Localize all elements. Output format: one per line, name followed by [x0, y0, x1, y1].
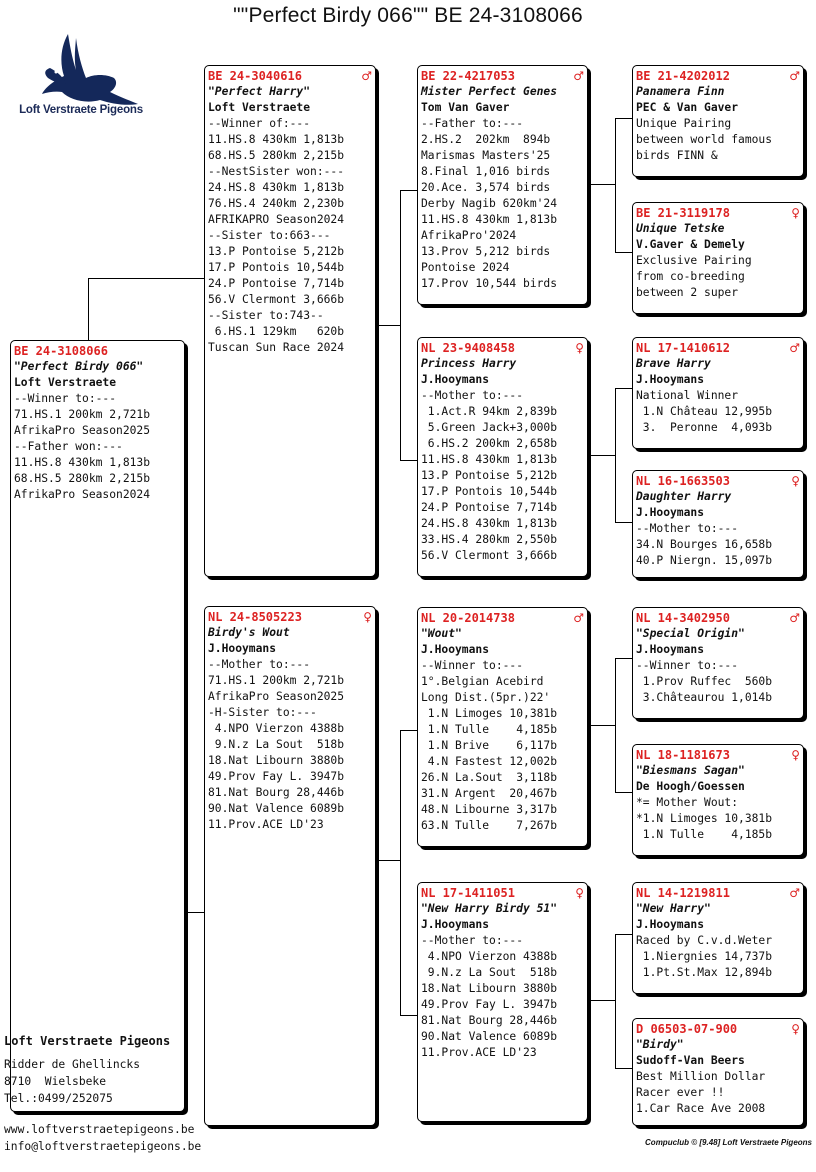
bird-name: Daughter Harry: [636, 490, 732, 503]
result-line: 49.Prov Fay L. 3947b: [208, 770, 345, 783]
result-line: 24.HS.8 430km 1,813b: [208, 181, 345, 194]
bird-header: [636, 205, 800, 221]
result-line: AfrikaPro Season2025: [14, 424, 151, 437]
bird-owner: J.Hooymans: [421, 373, 490, 386]
connector: [615, 658, 632, 659]
result-line: AFRIKAPRO Season2024: [208, 213, 345, 226]
result-line: *= Mother Wout:: [636, 796, 739, 809]
bird-card-fmf[interactable]: [632, 337, 804, 449]
bird-owner: J.Hooymans: [636, 643, 705, 656]
sex-icon: ♀: [575, 886, 584, 900]
result-line: --Father to:---: [421, 117, 524, 130]
result-line: 11.Prov.ACE LD'23: [421, 1046, 537, 1059]
result-line: between world famous: [636, 133, 773, 146]
ring-number: NL 14-1219811: [636, 886, 730, 900]
result-line: 90.Nat Valence 6089b: [421, 1030, 558, 1043]
result-line: 76.HS.4 240km 2,230b: [208, 197, 345, 210]
result-line: 31.N Argent 20,467b: [421, 787, 558, 800]
result-line: 3.Châteaurou 1,014b: [636, 691, 773, 704]
result-line: 49.Prov Fay L. 3947b: [421, 998, 558, 1011]
loft-street: Ridder de Ghellincks: [4, 1058, 141, 1071]
connector: [615, 388, 632, 389]
bird-owner: PEC & Van Gaver: [636, 101, 739, 114]
bird-header: [421, 340, 584, 356]
connector: [588, 725, 616, 726]
bird-card-mfm[interactable]: [632, 744, 804, 856]
bird-owner: Loft Verstraete: [14, 376, 117, 389]
sex-icon: ♂: [573, 611, 584, 625]
result-line: 71.HS.1 200km 2,721b: [14, 408, 151, 421]
result-line: AfrikaPro Season2024: [14, 488, 151, 501]
result-line: 56.V Clermont 3,666b: [421, 549, 558, 562]
result-line: --Winner to:---: [636, 659, 739, 672]
ring-number: NL 24-8505223: [208, 610, 302, 624]
connector: [615, 934, 616, 1068]
result-line: --Sister to:743--: [208, 309, 324, 322]
connector: [588, 184, 616, 185]
bird-name: "Biesmans Sagan": [636, 764, 745, 777]
bird-name: "Perfect Harry": [208, 85, 311, 98]
bird-name: Brave Harry: [636, 357, 711, 370]
loft-name: Loft Verstraete Pigeons: [4, 1034, 171, 1048]
result-line: AfrikaPro Season2025: [208, 690, 345, 703]
connector: [615, 934, 632, 935]
result-line: 6.HS.2 200km 2,658b: [421, 437, 558, 450]
result-line: AfrikaPro'2024: [421, 229, 517, 242]
ring-number: NL 16-1663503: [636, 474, 730, 488]
ring-number: NL 17-1410612: [636, 341, 730, 355]
connector: [615, 118, 616, 252]
result-line: 17.P Pontois 10,544b: [421, 485, 558, 498]
connector: [400, 190, 401, 460]
result-line: 56.V Clermont 3,666b: [208, 293, 345, 306]
result-line: Tuscan Sun Race 2024: [208, 341, 345, 354]
result-line: 1.Niergnies 14,737b: [636, 950, 773, 963]
result-line: 6.HS.1 129km 620b: [208, 325, 345, 338]
bird-name: Princess Harry: [421, 357, 517, 370]
bird-card-fm[interactable]: [417, 337, 588, 577]
connector: [615, 388, 616, 522]
result-line: 1.Pt.St.Max 12,894b: [636, 966, 773, 979]
result-line: Pontoise 2024: [421, 261, 510, 274]
result-line: 2.HS.2 202km 894b: [421, 133, 551, 146]
footer-credit: Compuclub © [9.48] Loft Verstraete Pigeons: [645, 1138, 812, 1147]
bird-header: [636, 68, 800, 84]
logo-text: Loft Verstraete Pigeons: [19, 104, 143, 116]
result-line: 40.P Niergn. 15,097b: [636, 554, 773, 567]
result-line: 48.N Libourne 3,317b: [421, 803, 558, 816]
bird-header: [636, 1021, 800, 1037]
result-line: 63.N Tulle 7,267b: [421, 819, 558, 832]
result-line: --Winner to:---: [421, 659, 524, 672]
connector: [615, 1068, 632, 1069]
bird-header: [421, 885, 584, 901]
result-line: 1.N Limoges 10,381b: [421, 707, 558, 720]
connector: [615, 252, 632, 253]
sex-icon: ♂: [789, 886, 800, 900]
sex-icon: ♀: [575, 341, 584, 355]
bird-card-mf[interactable]: [417, 607, 588, 847]
bird-name: Birdy's Wout: [208, 626, 290, 639]
bird-name: "New Harry Birdy 51": [421, 902, 558, 915]
bird-name: "Birdy": [636, 1038, 684, 1051]
sex-icon: ♀: [791, 1022, 800, 1036]
bird-card-ff[interactable]: [417, 65, 588, 305]
bird-owner: J.Hooymans: [208, 642, 277, 655]
result-line: 9.N.z La Sout 518b: [208, 738, 345, 751]
result-line: 13.P Pontoise 5,212b: [208, 245, 345, 258]
bird-owner: J.Hooymans: [421, 918, 490, 931]
result-line: 11.HS.8 430km 1,813b: [208, 133, 345, 146]
bird-name: Mister Perfect Genes: [421, 85, 558, 98]
bird-header: [636, 473, 800, 489]
bird-card-mm[interactable]: [417, 882, 588, 1122]
bird-owner: De Hoogh/Goessen: [636, 780, 745, 793]
bird-header: [636, 885, 800, 901]
result-line: Best Million Dollar: [636, 1070, 766, 1083]
bird-header: [636, 610, 800, 626]
connector: [615, 118, 632, 119]
result-line: Marismas Masters'25: [421, 149, 551, 162]
result-line: -H-Sister to:---: [208, 706, 317, 719]
result-line: 11.HS.8 430km 1,813b: [421, 213, 558, 226]
bird-owner: J.Hooymans: [421, 643, 490, 656]
result-line: 5.Green Jack+3,000b: [421, 421, 558, 434]
result-line: 4.NPO Vierzon 4388b: [421, 950, 558, 963]
pigeon-logo-icon: [30, 28, 180, 153]
bird-header: [14, 343, 181, 359]
connector: [88, 278, 89, 340]
result-line: 8.Final 1,016 birds: [421, 165, 551, 178]
sex-icon: ♀: [791, 748, 800, 762]
result-line: 81.Nat Bourg 28,446b: [208, 786, 345, 799]
result-line: 1.N Tulle 4,185b: [421, 723, 558, 736]
result-line: 24.HS.8 430km 1,813b: [421, 517, 558, 530]
result-line: 4.N Fastest 12,002b: [421, 755, 558, 768]
ring-number: BE 24-3108066: [14, 344, 108, 358]
result-line: 24.P Pontoise 7,714b: [208, 277, 345, 290]
loft-website-link[interactable]: www.loftverstraetepigeons.be: [4, 1123, 195, 1136]
result-line: 9.N.z La Sout 518b: [421, 966, 558, 979]
result-line: 1.N Brive 6,117b: [421, 739, 558, 752]
result-line: 11.Prov.ACE LD'23: [208, 818, 324, 831]
bird-header: [636, 747, 800, 763]
ring-number: NL 18-1181673: [636, 748, 730, 762]
result-line: *1.N Limoges 10,381b: [636, 812, 773, 825]
result-line: 11.HS.8 430km 1,813b: [421, 453, 558, 466]
bird-header: [636, 340, 800, 356]
bird-card-mff[interactable]: [632, 607, 804, 719]
sex-icon: ♂: [789, 341, 800, 355]
result-line: 81.Nat Bourg 28,446b: [421, 1014, 558, 1027]
connector: [615, 658, 616, 792]
bird-card-subject[interactable]: [10, 340, 185, 1112]
connector: [615, 522, 632, 523]
result-line: --Father won:---: [14, 440, 123, 453]
result-line: Derby Nagib 620km'24: [421, 197, 558, 210]
result-line: birds FINN &: [636, 149, 718, 162]
sex-icon: ♂: [361, 69, 372, 83]
result-line: --Mother to:---: [421, 389, 524, 402]
bird-name: Panamera Finn: [636, 85, 725, 98]
bird-owner: Loft Verstraete: [208, 101, 311, 114]
ring-number: NL 23-9408458: [421, 341, 515, 355]
result-line: 1°.Belgian Acebird: [421, 675, 544, 688]
result-line: Exclusive Pairing: [636, 254, 752, 267]
loft-phone: Tel.:0499/252075: [4, 1092, 113, 1105]
bird-name: "Special Origin": [636, 627, 745, 640]
bird-card-mmf[interactable]: [632, 882, 804, 994]
result-line: 33.HS.4 280km 2,550b: [421, 533, 558, 546]
connector: [588, 1000, 616, 1001]
result-line: 18.Nat Libourn 3880b: [421, 982, 558, 995]
result-line: 24.P Pontoise 7,714b: [421, 501, 558, 514]
connector: [615, 792, 632, 793]
sex-icon: ♀: [363, 610, 372, 624]
bird-card-fmm[interactable]: [632, 470, 804, 578]
result-line: 68.HS.5 280km 2,215b: [208, 149, 345, 162]
ring-number: BE 21-4202012: [636, 69, 730, 83]
connector: [588, 455, 616, 456]
result-line: 20.Ace. 3,574 birds: [421, 181, 551, 194]
connector: [376, 860, 401, 861]
bird-owner: V.Gaver & Demely: [636, 238, 745, 251]
result-line: Racer ever !!: [636, 1086, 725, 1099]
result-line: 1.N Château 12,995b: [636, 405, 773, 418]
sex-icon: ♂: [789, 69, 800, 83]
result-line: 90.Nat Valence 6089b: [208, 802, 345, 815]
bird-owner: Tom Van Gaver: [421, 101, 510, 114]
result-line: --Winner of:---: [208, 117, 311, 130]
result-line: 1.Act.R 94km 2,839b: [421, 405, 558, 418]
bird-header: [208, 609, 372, 625]
ring-number: D 06503-07-900: [636, 1022, 738, 1036]
result-line: 4.NPO Vierzon 4388b: [208, 722, 345, 735]
result-line: 13.P Pontoise 5,212b: [421, 469, 558, 482]
result-line: 18.Nat Libourn 3880b: [208, 754, 345, 767]
result-line: from co-breeding: [636, 270, 745, 283]
bird-owner: J.Hooymans: [636, 918, 705, 931]
result-line: 1.N Tulle 4,185b: [636, 828, 773, 841]
page-title: ""Perfect Birdy 066"" BE 24-3108066: [233, 4, 583, 27]
bird-card-ffm[interactable]: [632, 202, 804, 314]
connector: [88, 278, 204, 279]
connector: [400, 730, 401, 1015]
sex-icon: ♀: [791, 206, 800, 220]
result-line: --Winner to:---: [14, 392, 117, 405]
result-line: 71.HS.1 200km 2,721b: [208, 674, 345, 687]
sex-icon: ♂: [789, 611, 800, 625]
connector: [400, 1015, 417, 1016]
result-line: between 2 super: [636, 286, 739, 299]
result-line: 17.Prov 10,544 birds: [421, 277, 558, 290]
loft-city: 8710 Wielsbeke: [4, 1075, 107, 1088]
result-line: Raced by C.v.d.Weter: [636, 934, 773, 947]
result-line: 11.HS.8 430km 1,813b: [14, 456, 151, 469]
bird-name: "Wout": [421, 627, 462, 640]
connector: [400, 730, 417, 731]
result-line: --Mother to:---: [421, 934, 524, 947]
result-line: --Mother to:---: [208, 658, 311, 671]
bird-header: [421, 610, 584, 626]
result-line: 17.P Pontois 10,544b: [208, 261, 345, 274]
result-line: 1.Car Race Ave 2008: [636, 1102, 766, 1115]
result-line: 68.HS.5 280km 2,215b: [14, 472, 151, 485]
bird-name: Unique Tetske: [636, 222, 725, 235]
connector: [400, 460, 417, 461]
bird-card-mmm[interactable]: [632, 1018, 804, 1126]
ring-number: BE 24-3040616: [208, 69, 302, 83]
connector: [400, 190, 417, 191]
ring-number: NL 20-2014738: [421, 611, 515, 625]
bird-owner: J.Hooymans: [636, 373, 705, 386]
sex-icon: ♂: [573, 69, 584, 83]
result-line: --NestSister won:---: [208, 165, 345, 178]
bird-name: "New Harry": [636, 902, 711, 915]
result-line: 26.N La.Sout 3,118b: [421, 771, 558, 784]
loft-email-link[interactable]: info@loftverstraetepigeons.be: [4, 1140, 202, 1153]
bird-card-mother[interactable]: [204, 606, 376, 1126]
result-line: 3. Peronne 4,093b: [636, 421, 773, 434]
bird-header: [208, 68, 372, 84]
bird-header: [421, 68, 584, 84]
bird-card-father[interactable]: [204, 65, 376, 577]
result-line: Unique Pairing: [636, 117, 732, 130]
ring-number: BE 22-4217053: [421, 69, 515, 83]
bird-card-fff[interactable]: [632, 65, 804, 177]
ring-number: NL 17-1411051: [421, 886, 515, 900]
result-line: 1.Prov Ruffec 560b: [636, 675, 773, 688]
result-line: Long Dist.(5pr.)22': [421, 691, 551, 704]
ring-number: BE 21-3119178: [636, 206, 730, 220]
ring-number: NL 14-3402950: [636, 611, 730, 625]
result-line: --Sister to:663---: [208, 229, 331, 242]
sex-icon: ♀: [791, 474, 800, 488]
connector: [376, 325, 401, 326]
result-line: --Mother to:---: [636, 522, 739, 535]
bird-name: "Perfect Birdy 066": [14, 360, 144, 373]
result-line: 13.Prov 5,212 birds: [421, 245, 551, 258]
bird-owner: J.Hooymans: [636, 506, 705, 519]
result-line: 34.N Bourges 16,658b: [636, 538, 773, 551]
bird-owner: Sudoff-Van Beers: [636, 1054, 745, 1067]
result-line: National Winner: [636, 389, 739, 402]
